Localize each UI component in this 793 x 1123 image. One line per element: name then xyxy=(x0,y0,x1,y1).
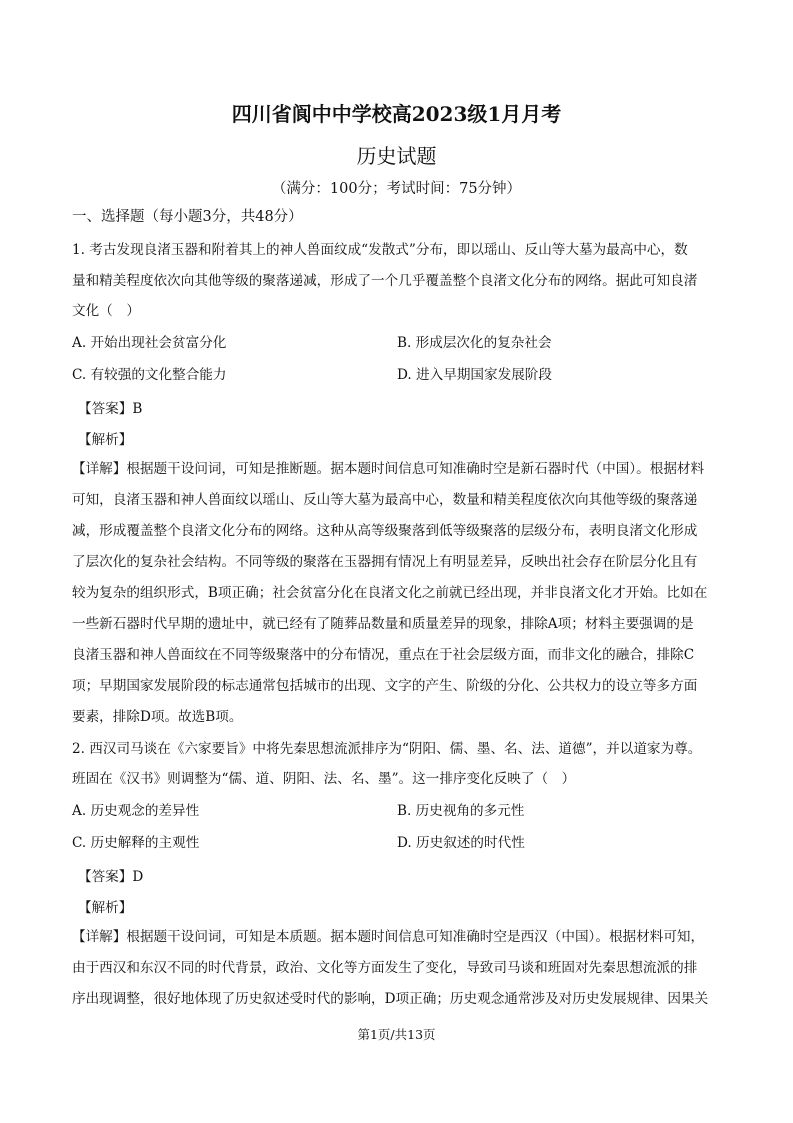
q2-option-b: B. 历史视角的多元性 xyxy=(397,803,525,819)
q1-detail-line: 较为复杂的组织形式，B项正确；社会贫富分化在良渚文化之前就已经出现，并非良渚文化才开始。比如在 xyxy=(72,585,708,601)
q1-stem-line: 文化（ ） xyxy=(72,303,140,319)
q1-detail-line: 【详解】根据题干设问词，可知是推断题。据本题时间信息可知准确时空是新石器时代（中国）。根据材料 xyxy=(72,461,705,477)
q2-option-a: A. 历史观念的差异性 xyxy=(72,803,200,819)
q1-option-c: C. 有较强的文化整合能力 xyxy=(72,367,227,383)
subject-title: 历史试题 xyxy=(356,144,437,168)
q1-option-b: B. 形成层次化的复杂社会 xyxy=(397,335,552,351)
q1-detail-line: 要素，排除D项。故选B项。 xyxy=(72,709,243,725)
q1-analysis-label: 【解析】 xyxy=(78,432,133,448)
q2-stem-line: 2. 西汉司马谈在《六家要旨》中将先秦思想流派排序为“阴阳、儒、墨、名、法、道德”，并以道家为尊。 xyxy=(72,741,702,757)
q1-stem-line: 量和精美程度依次向其他等级的聚落递减，形成了一个几乎覆盖整个良渚文化分布的网络。据此可知良渚 xyxy=(72,273,698,289)
q1-detail-line: 减，形成覆盖整个良渚文化分布的网络。这种从高等级聚落到低等级聚落的层级分布，表明良渚文化形成 xyxy=(72,523,698,539)
q2-option-c: C. 历史解释的主观性 xyxy=(72,835,200,851)
q2-answer: 【答案】D xyxy=(78,869,144,885)
q1-option-a: A. 开始出现社会贫富分化 xyxy=(72,335,227,351)
exam-info: （满分：100分；考试时间：75分钟） xyxy=(271,181,522,197)
q2-stem-line: 班固在《汉书》则调整为“儒、道、阴阳、法、名、墨”。这一排序变化反映了（ ） xyxy=(72,771,576,787)
q2-detail-line: 序出现调整，很好地体现了历史叙述受时代的影响，D项正确；历史观念通常涉及对历史发展规律、因果关 xyxy=(72,991,709,1007)
exam-title: 四川省阆中中学校高2023级1月月考 xyxy=(231,102,562,126)
q2-analysis-label: 【解析】 xyxy=(78,900,133,916)
page-footer: 第1页/共13页 xyxy=(357,1027,436,1042)
q1-stem-line: 1. 考古发现良渚玉器和附着其上的神人兽面纹成“发散式”分布，即以瑶山、反山等大墓为最高中心，数 xyxy=(72,242,688,258)
q1-detail-line: 了层次化的复杂社会结构。不同等级的聚落在玉器拥有情况上有明显差异，反映出社会存在阶层分化且有 xyxy=(72,554,698,570)
section-heading: 一、选择题（每小题3分，共48分） xyxy=(72,209,303,225)
q1-detail-line: 良渚玉器和神人兽面纹在不同等级聚落中的分布情况，重点在于社会层级方面，而非文化的融合，排除C xyxy=(72,647,695,663)
q1-detail-line: 一些新石器时代早期的遗址中，就已经有了随葬品数量和质量差异的现象，排除A项；材料主要强调的是 xyxy=(72,616,694,632)
q1-answer: 【答案】B xyxy=(78,401,143,417)
q1-detail-line: 项；早期国家发展阶段的标志通常包括城市的出现、文字的产生、阶级的分化、公共权力的设立等多方面 xyxy=(72,678,698,694)
q2-option-d: D. 历史叙述的时代性 xyxy=(397,835,525,851)
q2-detail-line: 【详解】根据题干设问词，可知是本质题。据本题时间信息可知准确时空是西汉（中国）。根据材料可知， xyxy=(72,929,705,945)
q1-detail-line: 可知，良渚玉器和神人兽面纹以瑶山、反山等大墓为最高中心，数量和精美程度依次向其他等级的聚落递 xyxy=(72,492,698,508)
q2-detail-line: 由于西汉和东汉不同的时代背景，政治、文化等方面发生了变化，导致司马谈和班固对先秦思想流派的排 xyxy=(72,960,698,976)
q1-option-d: D. 进入早期国家发展阶段 xyxy=(397,367,552,383)
